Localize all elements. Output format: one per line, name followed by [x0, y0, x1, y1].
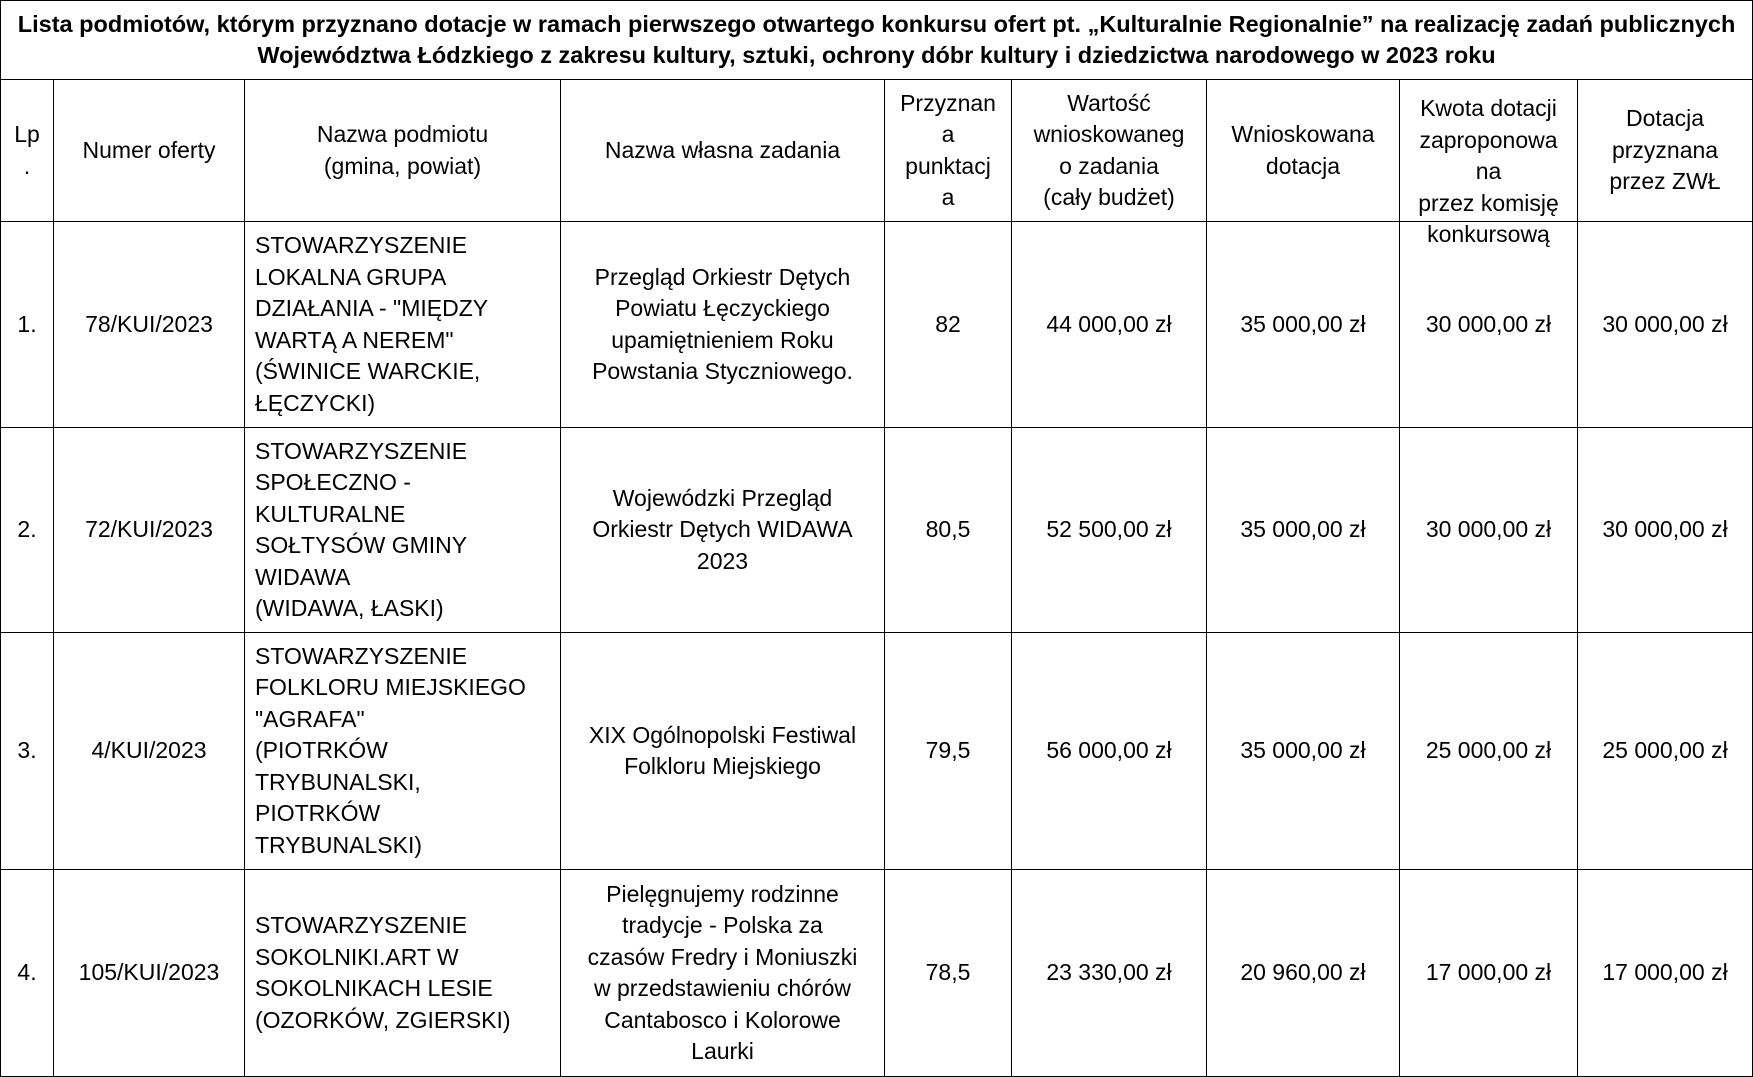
cell-points: 79,5 [885, 633, 1012, 870]
cell-lp: 3. [1, 633, 54, 870]
cell-lp: 2. [1, 428, 54, 633]
table-row [1, 428, 1753, 633]
cell-lp: 4. [1, 870, 54, 1077]
cell-task: Wojewódzki Przegląd Orkiestr Dętych WIDAWA 2023 [561, 428, 885, 633]
table-row [1, 870, 1753, 1077]
cell-task: Pielęgnujemy rodzinne tradycje - Polska za czasów Fredry i Moniuszki w przedstawieniu chórów Cantabosco i Kolorowe Laurki [561, 870, 885, 1077]
cell-proposed: 30 000,00 zł [1400, 222, 1578, 428]
cell-offer-number: 78/KUI/2023 [54, 222, 245, 428]
cell-lp: 1. [1, 222, 54, 428]
header-task: Nazwa własna zadania [561, 80, 885, 222]
title-row [1, 1, 1753, 80]
cell-proposed: 30 000,00 zł [1400, 428, 1578, 633]
cell-proposed: 17 000,00 zł [1400, 870, 1578, 1077]
cell-task-value: 52 500,00 zł [1012, 428, 1207, 633]
cell-points: 78,5 [885, 870, 1012, 1077]
cell-task-value: 23 330,00 zł [1012, 870, 1207, 1077]
header-task-value: Wartość wnioskowaneg o zadania (cały budżet) [1012, 80, 1207, 222]
header-row [1, 80, 1753, 222]
table-row [1, 633, 1753, 870]
header-requested: Wnioskowana dotacja [1207, 80, 1400, 222]
header-proposed: Kwota dotacji zaproponowa na przez komisję konkursową [1400, 80, 1578, 222]
cell-offer-number: 4/KUI/2023 [54, 633, 245, 870]
cell-offer-number: 72/KUI/2023 [54, 428, 245, 633]
cell-proposed: 25 000,00 zł [1400, 633, 1578, 870]
header-offer-number: Numer oferty [54, 80, 245, 222]
cell-entity: STOWARZYSZENIE LOKALNA GRUPA DZIAŁANIA - "MIĘDZY WARTĄ A NEREM" (ŚWINICE WARCKIE, ŁĘCZYCKI) [245, 222, 561, 428]
cell-points: 80,5 [885, 428, 1012, 633]
cell-entity: STOWARZYSZENIE SOKOLNIKI.ART W SOKOLNIKACH LESIE (OZORKÓW, ZGIERSKI) [245, 870, 561, 1077]
cell-awarded: 30 000,00 zł [1578, 222, 1753, 428]
cell-task: Przegląd Orkiestr Dętych Powiatu Łęczyckiego upamiętnieniem Roku Powstania Styczniowego. [561, 222, 885, 428]
cell-requested: 35 000,00 zł [1207, 633, 1400, 870]
cell-offer-number: 105/KUI/2023 [54, 870, 245, 1077]
cell-entity: STOWARZYSZENIE SPOŁECZNO - KULTURALNE SOŁTYSÓW GMINY WIDAWA (WIDAWA, ŁASKI) [245, 428, 561, 633]
cell-awarded: 17 000,00 zł [1578, 870, 1753, 1077]
cell-points: 82 [885, 222, 1012, 428]
table-row [1, 222, 1753, 428]
cell-awarded: 30 000,00 zł [1578, 428, 1753, 633]
cell-task-value: 44 000,00 zł [1012, 222, 1207, 428]
header-lp: Lp . [1, 80, 54, 222]
cell-requested: 20 960,00 zł [1207, 870, 1400, 1077]
table-title: Lista podmiotów, którym przyznano dotacje w ramach pierwszego otwartego konkursu ofert pt. „Kulturalnie Regionalnie” na realizację zadań publicznych Województwa Łódzkiego z zakresu kultury, sztuki, ochrony dóbr kultury i dziedzictwa narodowego w 2023 roku [1, 1, 1753, 80]
header-points: Przyznan a punktacj a [885, 80, 1012, 222]
cell-awarded: 25 000,00 zł [1578, 633, 1753, 870]
header-entity: Nazwa podmiotu (gmina, powiat) [245, 80, 561, 222]
header-awarded: Dotacja przyznana przez ZWŁ [1578, 80, 1753, 222]
cell-entity: STOWARZYSZENIE FOLKLORU MIEJSKIEGO "AGRAFA" (PIOTRKÓW TRYBUNALSKI, PIOTRKÓW TRYBUNALSKI) [245, 633, 561, 870]
cell-task-value: 56 000,00 zł [1012, 633, 1207, 870]
cell-task: XIX Ogólnopolski Festiwal Folkloru Miejskiego [561, 633, 885, 870]
cell-requested: 35 000,00 zł [1207, 222, 1400, 428]
cell-requested: 35 000,00 zł [1207, 428, 1400, 633]
